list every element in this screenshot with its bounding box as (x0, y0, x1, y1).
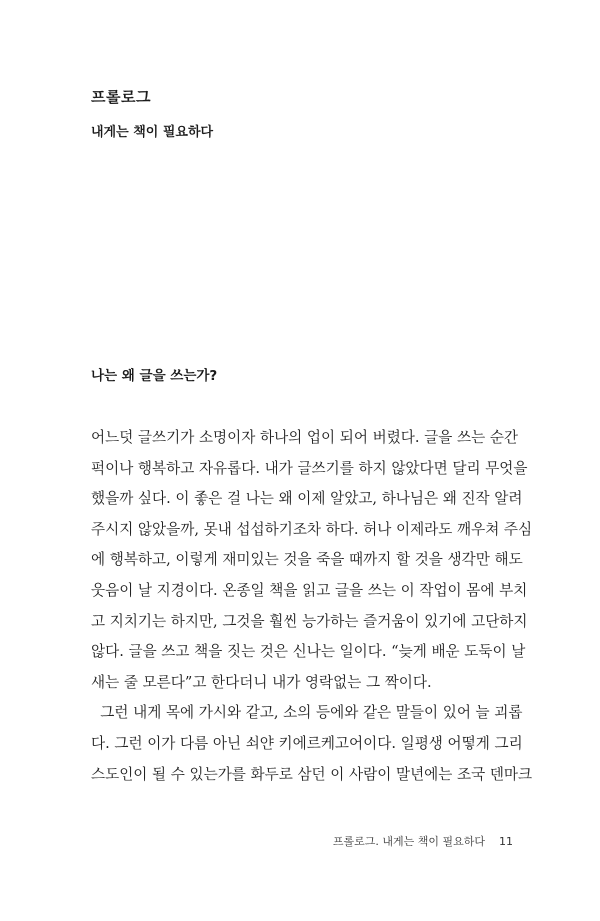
body-line: 새는 줄 모른다”고 한다더니 내가 영락없는 그 짝이다. (91, 673, 432, 691)
body-line: 에 행복하고, 이렇게 재미있는 것을 죽을 때까지 할 것을 생각만 해도 (91, 551, 523, 569)
running-title: 프롤로그. 내게는 책이 필요하다 (332, 835, 485, 848)
body-line: 퍽이나 행복하고 자유롭다. 내가 글쓰기를 하지 않았다면 달리 무엇을 (91, 459, 528, 477)
body-line: 고 지치기는 하지만, 그것을 훨씬 능가하는 즐거움이 있기에 고단하지 (91, 612, 528, 630)
chapter-subtitle: 내게는 책이 필요하다 (91, 125, 214, 140)
running-footer (333, 833, 513, 849)
body-line: 그런 내게 목에 가시와 같고, 소의 등에와 같은 말들이 있어 늘 괴롭 (91, 704, 523, 722)
body-line: 했을까 싶다. 이 좋은 걸 나는 왜 이제 알았고, 하나님은 왜 진작 알려 (91, 490, 523, 508)
body-line: 다. 그런 이가 다름 아닌 쇠얀 키에르케고어이다. 일평생 어떻게 그리 (91, 734, 523, 752)
body-line: 어느덧 글쓰기가 소명이자 하나의 업이 되어 버렸다. 글을 쓰는 순간 (91, 429, 519, 446)
body-text (91, 428, 533, 795)
body-line: 주시지 않았을까, 못내 섭섭하기조차 하다. 허나 이제라도 깨우쳐 주심 (91, 520, 533, 538)
body-line: 스도인이 될 수 있는가를 화두로 삼던 이 사람이 말년에는 조국 덴마크 (91, 765, 533, 783)
body-line: 웃음이 날 지경이다. 온종일 책을 읽고 글을 쓰는 이 작업이 몸에 부치 (91, 581, 528, 599)
section-heading: 나는 왜 글을 쓰는가? (91, 368, 218, 384)
chapter-label: 프롤로그 (91, 88, 151, 106)
body-line: 않다. 글을 쓰고 책을 짓는 것은 신나는 일이다. “늦게 배운 도둑이 날 (91, 643, 526, 661)
page-number: 11 (499, 835, 513, 848)
